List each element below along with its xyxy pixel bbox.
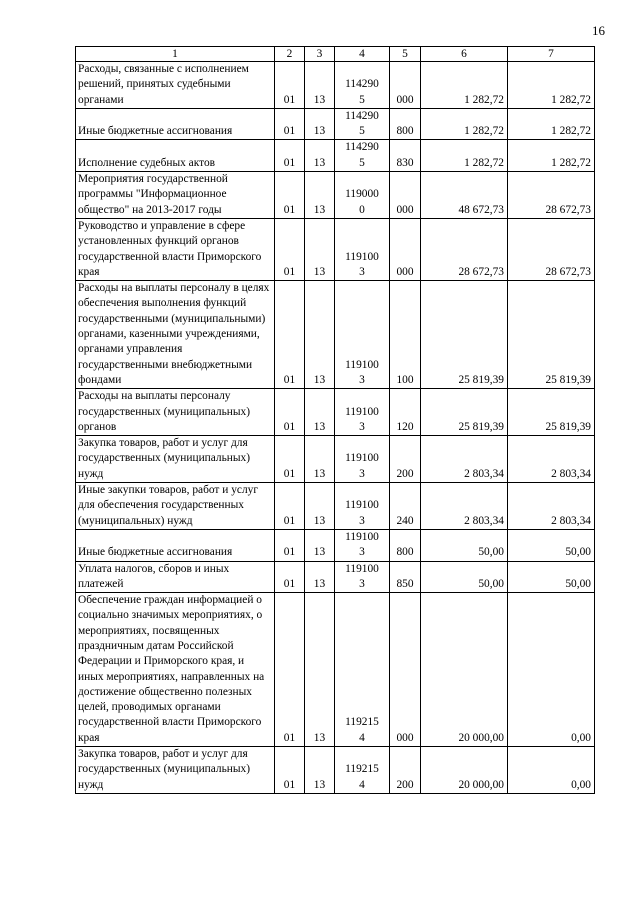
section-code: 01 — [275, 436, 305, 483]
expense-type-code: 830 — [390, 140, 421, 172]
amount-plan: 50,00 — [421, 561, 508, 593]
section-code: 01 — [275, 62, 305, 109]
expense-type-code: 800 — [390, 108, 421, 140]
row-description — [76, 172, 275, 219]
table-row — [76, 62, 595, 109]
table-row — [76, 218, 595, 280]
expense-type-code: 000 — [390, 593, 421, 747]
row-description — [76, 529, 275, 561]
target-article-code — [335, 140, 390, 172]
column-header: 7 — [508, 47, 595, 62]
column-header: 5 — [390, 47, 421, 62]
row-description-text: Уплата налогов, сборов и иных платежей — [78, 562, 230, 590]
target-article-code-part2: 3 — [359, 420, 365, 433]
target-article-code — [335, 436, 390, 483]
target-article-code-part1: 114290 — [345, 109, 379, 122]
table-row — [76, 140, 595, 172]
target-article-code — [335, 389, 390, 436]
target-article-code-part2: 4 — [359, 778, 365, 791]
amount-plan: 25 819,39 — [421, 389, 508, 436]
page-number: 16 — [592, 23, 605, 38]
target-article-code-part2: 5 — [359, 125, 365, 138]
target-article-code — [335, 529, 390, 561]
target-article-code-part1: 119215 — [345, 716, 379, 729]
expense-type-code: 850 — [390, 561, 421, 593]
amount-actual: 0,00 — [508, 747, 595, 794]
column-header: 6 — [421, 47, 508, 62]
table-header-row — [76, 47, 595, 62]
subsection-code: 13 — [305, 389, 335, 436]
target-article-code — [335, 218, 390, 280]
amount-actual: 2 803,34 — [508, 483, 595, 530]
table-row — [76, 483, 595, 530]
row-description — [76, 218, 275, 280]
target-article-code-part1: 119100 — [345, 250, 379, 263]
target-article-code-part2: 3 — [359, 265, 365, 278]
table-row — [76, 529, 595, 561]
expense-type-code: 200 — [390, 747, 421, 794]
row-description — [76, 593, 275, 747]
row-description — [76, 436, 275, 483]
column-header: 1 — [76, 47, 275, 62]
target-article-code-part1: 119100 — [345, 452, 379, 465]
row-description — [76, 389, 275, 436]
table-row — [76, 747, 595, 794]
row-description — [76, 62, 275, 109]
amount-plan: 20 000,00 — [421, 593, 508, 747]
row-description-text: Расходы на выплаты персоналу государственных (муниципальных) органов — [78, 390, 251, 433]
expense-type-code: 000 — [390, 172, 421, 219]
table-row — [76, 389, 595, 436]
amount-actual: 2 803,34 — [508, 436, 595, 483]
row-description-text: Обеспечение граждан информацией о социально значимых мероприятиях, о мероприятиях, посвященных праздничным датам Российской Федерации и Приморского края, и иных мероприятиях, направленных на достижение общественно полезных целей, проводимых органами государственной власти Приморского края — [78, 594, 265, 744]
table-row — [76, 561, 595, 593]
row-description-text: Иные бюджетные ассигнования — [78, 125, 233, 138]
amount-plan: 2 803,34 — [421, 483, 508, 530]
target-article-code-part2: 5 — [359, 93, 365, 106]
section-code: 01 — [275, 561, 305, 593]
target-article-code — [335, 561, 390, 593]
subsection-code: 13 — [305, 747, 335, 794]
expense-type-code: 000 — [390, 62, 421, 109]
section-code: 01 — [275, 172, 305, 219]
section-code: 01 — [275, 281, 305, 389]
target-article-code — [335, 593, 390, 747]
subsection-code: 13 — [305, 218, 335, 280]
row-description-text: Иные бюджетные ассигнования — [78, 546, 233, 559]
target-article-code — [335, 483, 390, 530]
subsection-code: 13 — [305, 561, 335, 593]
amount-plan: 2 803,34 — [421, 436, 508, 483]
section-code: 01 — [275, 483, 305, 530]
amount-plan: 50,00 — [421, 529, 508, 561]
subsection-code: 13 — [305, 593, 335, 747]
target-article-code-part2: 3 — [359, 577, 365, 590]
row-description — [76, 561, 275, 593]
target-article-code-part2: 5 — [359, 156, 365, 169]
target-article-code-part1: 119100 — [345, 530, 379, 543]
subsection-code: 13 — [305, 529, 335, 561]
expense-type-code: 200 — [390, 436, 421, 483]
target-article-code — [335, 172, 390, 219]
target-article-code-part1: 119100 — [345, 499, 379, 512]
table-row — [76, 436, 595, 483]
expense-type-code: 000 — [390, 218, 421, 280]
target-article-code — [335, 62, 390, 109]
budget-table — [75, 46, 595, 794]
target-article-code — [335, 108, 390, 140]
target-article-code-part1: 119100 — [345, 358, 379, 371]
subsection-code: 13 — [305, 108, 335, 140]
amount-actual: 1 282,72 — [508, 62, 595, 109]
expense-type-code: 100 — [390, 281, 421, 389]
row-description — [76, 483, 275, 530]
amount-plan: 20 000,00 — [421, 747, 508, 794]
row-description — [76, 108, 275, 140]
section-code: 01 — [275, 218, 305, 280]
subsection-code: 13 — [305, 140, 335, 172]
table-row — [76, 281, 595, 389]
row-description-text: Руководство и управление в сфере установленных функций органов государственной власти Приморского края — [78, 219, 262, 278]
target-article-code-part2: 0 — [359, 203, 365, 216]
target-article-code-part1: 114290 — [345, 78, 379, 91]
subsection-code: 13 — [305, 172, 335, 219]
amount-actual: 50,00 — [508, 561, 595, 593]
row-description-text: Закупка товаров, работ и услуг для государственных (муниципальных) нужд — [78, 748, 251, 791]
subsection-code: 13 — [305, 281, 335, 389]
amount-plan: 1 282,72 — [421, 62, 508, 109]
table-row — [76, 593, 595, 747]
amount-plan: 1 282,72 — [421, 140, 508, 172]
column-header: 2 — [275, 47, 305, 62]
row-description — [76, 140, 275, 172]
row-description — [76, 281, 275, 389]
row-description — [76, 747, 275, 794]
target-article-code — [335, 281, 390, 389]
section-code: 01 — [275, 529, 305, 561]
expense-type-code: 120 — [390, 389, 421, 436]
section-code: 01 — [275, 108, 305, 140]
target-article-code-part1: 119000 — [345, 188, 379, 201]
subsection-code: 13 — [305, 483, 335, 530]
target-article-code — [335, 747, 390, 794]
target-article-code-part1: 119215 — [345, 763, 379, 776]
amount-actual: 25 819,39 — [508, 389, 595, 436]
target-article-code-part1: 119100 — [345, 562, 379, 575]
section-code: 01 — [275, 389, 305, 436]
table-row — [76, 108, 595, 140]
column-header: 3 — [305, 47, 335, 62]
section-code: 01 — [275, 140, 305, 172]
amount-actual: 28 672,73 — [508, 218, 595, 280]
amount-plan: 48 672,73 — [421, 172, 508, 219]
target-article-code-part2: 3 — [359, 514, 365, 527]
amount-plan: 28 672,73 — [421, 218, 508, 280]
row-description-text: Расходы на выплаты персоналу в целях обеспечения выполнения функций государственными (муниципальными) органами, казенными учреждениями, органами управления государственными внебюджетными фондами — [78, 282, 270, 386]
target-article-code-part2: 3 — [359, 546, 365, 559]
section-code: 01 — [275, 593, 305, 747]
row-description-text: Расходы, связанные с исполнением решений, принятых судебными органами — [78, 63, 249, 106]
row-description-text: Иные закупки товаров, работ и услуг для обеспечения государственных (муниципальных) нужд — [78, 484, 259, 527]
target-article-code-part1: 119100 — [345, 405, 379, 418]
amount-plan: 1 282,72 — [421, 108, 508, 140]
amount-actual: 0,00 — [508, 593, 595, 747]
column-header: 4 — [335, 47, 390, 62]
expense-type-code: 800 — [390, 529, 421, 561]
row-description-text: Закупка товаров, работ и услуг для государственных (муниципальных) нужд — [78, 437, 251, 480]
subsection-code: 13 — [305, 436, 335, 483]
row-description-text: Исполнение судебных актов — [78, 156, 216, 169]
amount-actual: 1 282,72 — [508, 140, 595, 172]
expense-type-code: 240 — [390, 483, 421, 530]
amount-actual: 28 672,73 — [508, 172, 595, 219]
section-code: 01 — [275, 747, 305, 794]
target-article-code-part1: 114290 — [345, 141, 379, 154]
amount-plan: 25 819,39 — [421, 281, 508, 389]
amount-actual: 25 819,39 — [508, 281, 595, 389]
target-article-code-part2: 3 — [359, 467, 365, 480]
amount-actual: 50,00 — [508, 529, 595, 561]
amount-actual: 1 282,72 — [508, 108, 595, 140]
target-article-code-part2: 3 — [359, 373, 365, 386]
target-article-code-part2: 4 — [359, 731, 365, 744]
table-row — [76, 172, 595, 219]
subsection-code: 13 — [305, 62, 335, 109]
row-description-text: Мероприятия государственной программы "Информационное общество" на 2013-2017 годы — [78, 173, 228, 216]
